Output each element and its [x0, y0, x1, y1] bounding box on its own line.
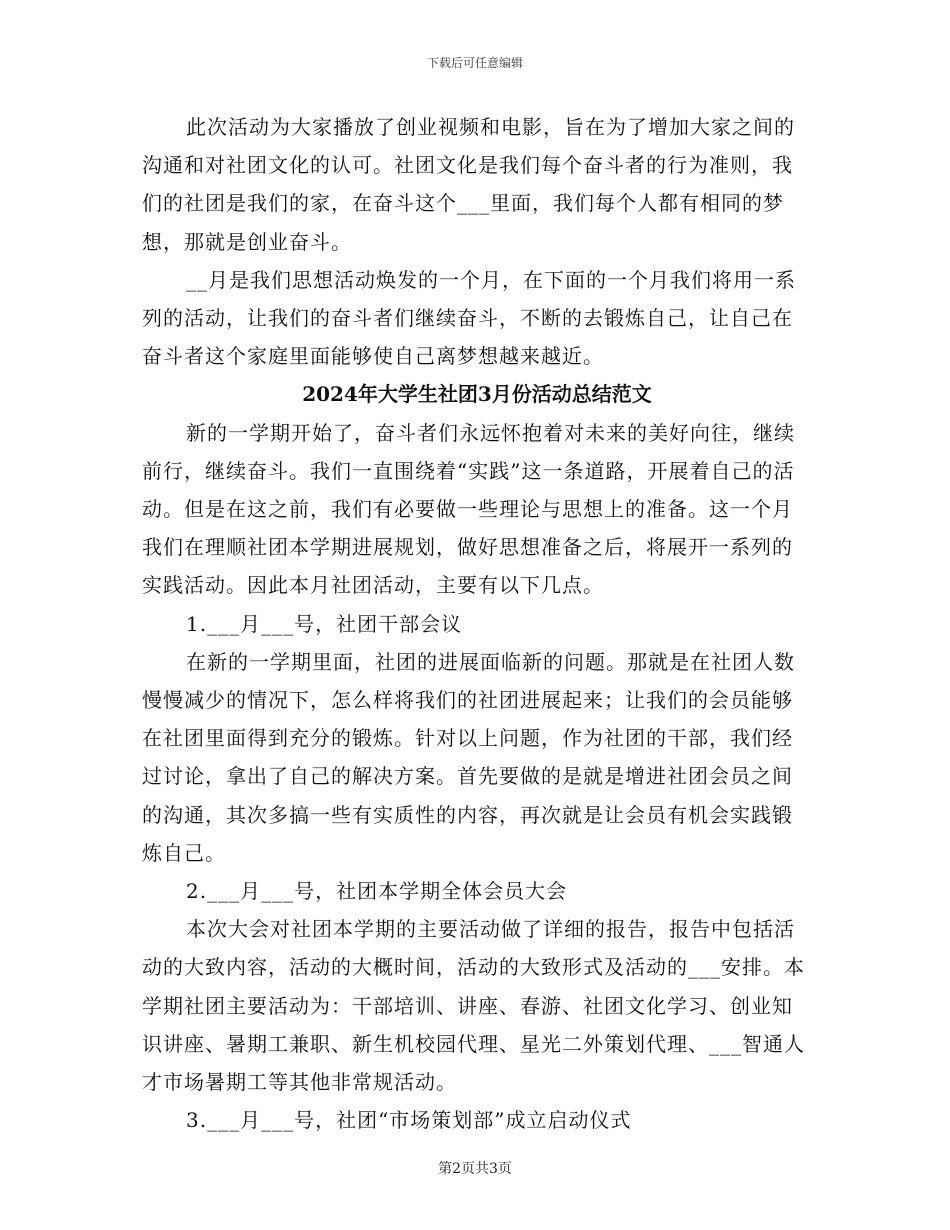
list-item-heading: 3.___月___号，社团“市场策划部”成立启动仪式 — [186, 1108, 632, 1133]
list-item-heading: 2.___月___号，社团本学期全体会员大会 — [186, 879, 568, 904]
paragraph: 此次活动为大家播放了创业视频和电影，旨在为了增加大家之间的沟通和对社团文化的认可。社团文化是我们每个奋斗者的行为准则，我们的社团是我们的家，在奋斗这个___里面，我们每个人都有相同的梦想，那就是创业奋斗。 — [142, 115, 795, 254]
page-header: 下载后可任意编辑 — [426, 56, 523, 70]
document-body — [142, 108, 812, 1139]
page-footer: 第2页共3页 — [438, 1161, 512, 1177]
paragraph: 在新的一学期里面，社团的进展面临新的问题。那就是在社团人数慢慢减少的情况下，怎么样将我们的社团进展起来；让我们的会员能够在社团里面得到充分的锻炼。针对以上问题，作为社团的干部，我们经过讨论，拿出了自己的解决方案。首先要做的是就是增进社团会员之间的沟通，其次多搞一些有实质性的内容，再次就是让会员有机会实践锻炼自己。 — [142, 649, 795, 865]
paragraph: 本次大会对社团本学期的主要活动做了详细的报告，报告中包括活动的大致内容，活动的大概时间，活动的大致形式及活动的___安排。本学期社团主要活动为：干部培训、讲座、春游、社团文化学习、创业知识讲座、暑期工兼职、新生机校园代理、星光二外策划代理、___智通人才市场暑期工等其他非常规活动。 — [142, 917, 805, 1095]
paragraph: 新的一学期开始了，奋斗者们永远怀抱着对未来的美好向往，继续前行，继续奋斗。我们一直围绕着“实践”这一条道路，开展着自己的活动。但是在这之前，我们有必要做一些理论与思想上的准备。这一个月我们在理顺社团本学期进展规划，做好思想准备之后，将展开一系列的实践活动。因此本月社团活动，主要有以下几点。 — [142, 420, 795, 598]
paragraph: __月是我们思想活动焕发的一个月，在下面的一个月我们将用一系列的活动，让我们的奋斗者们继续奋斗，不断的去锻炼自己，让自己在奋斗者这个家庭里面能够使自己离梦想越来越近。 — [142, 267, 796, 369]
section-title: 2024年大学生社团3月份活动总结范文 — [302, 382, 652, 407]
list-item-heading: 1.___月___号，社团干部会议 — [186, 611, 463, 636]
